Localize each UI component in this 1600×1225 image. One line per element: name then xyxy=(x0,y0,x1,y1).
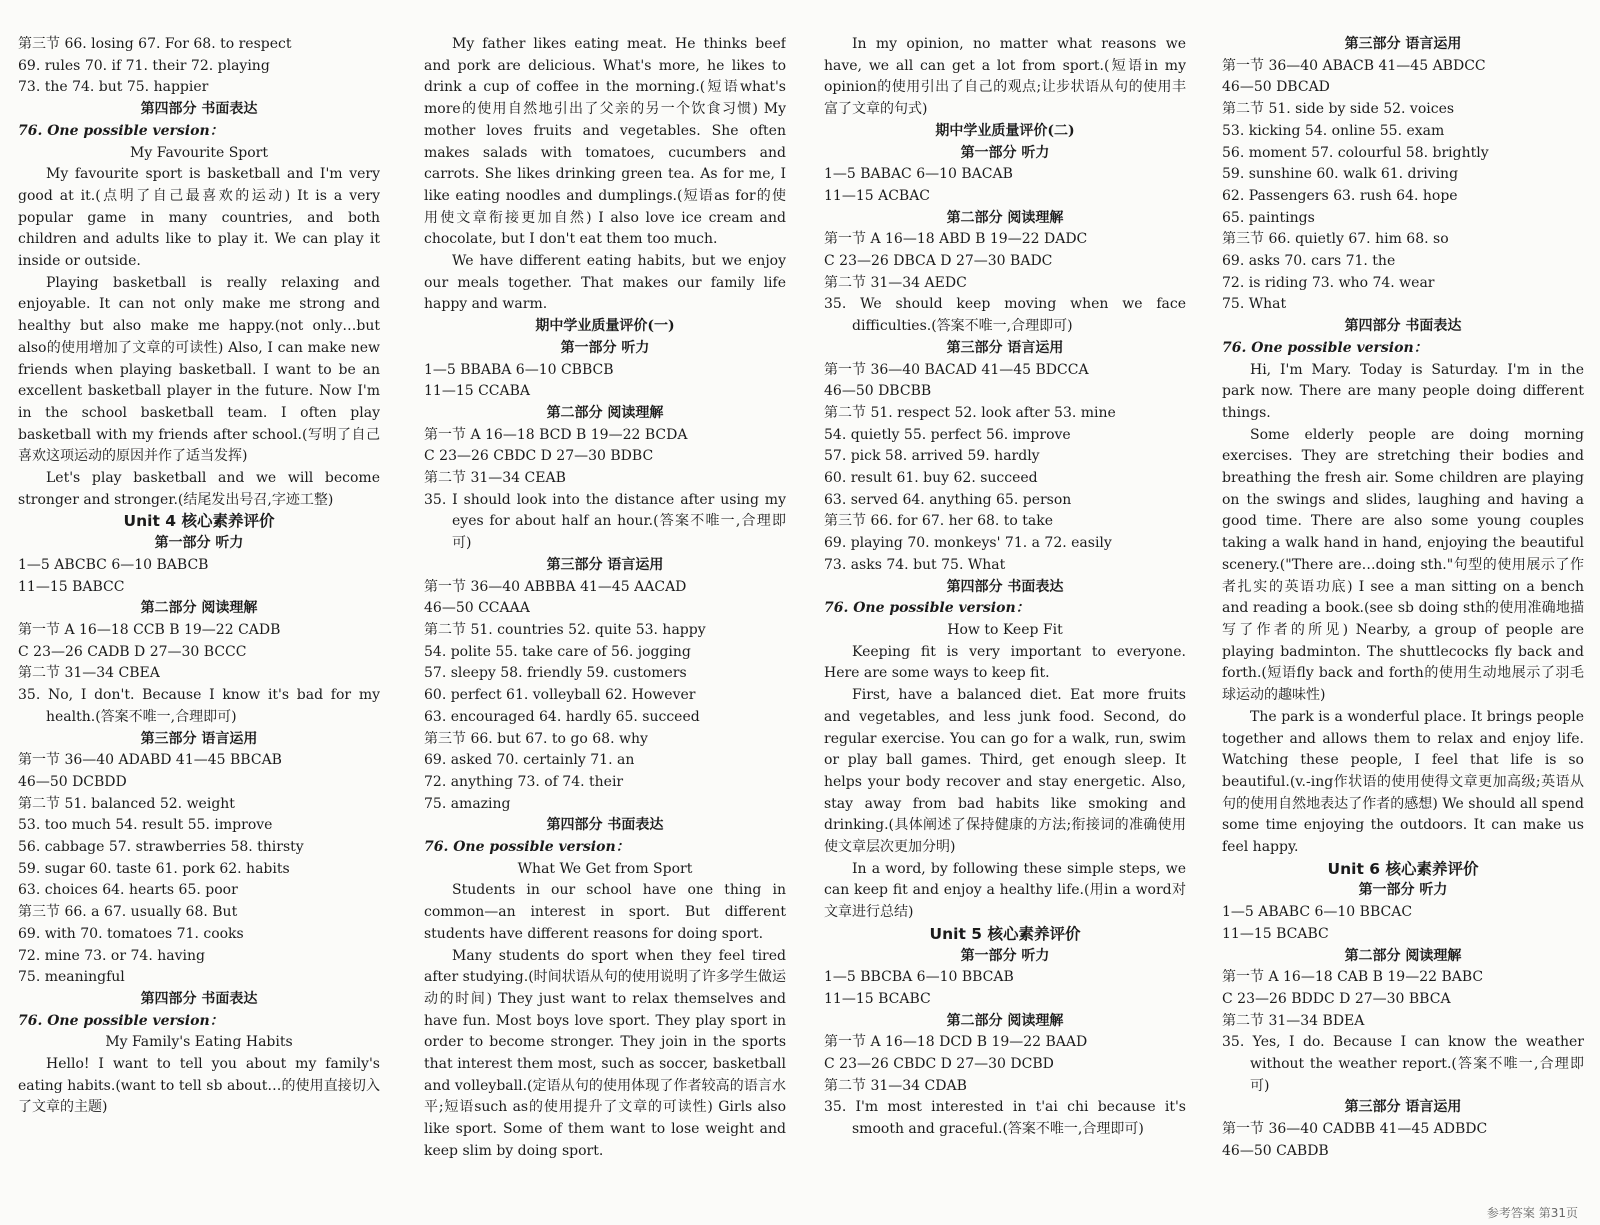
answer-line: 第二节 31—34 BDEA xyxy=(1222,1012,1365,1029)
section-heading: 第四部分 书面表达 xyxy=(140,990,258,1007)
version-label: 76. One possible version： xyxy=(424,839,630,856)
essay-title: What We Get from Sport xyxy=(517,860,693,877)
answer-line: 11—15 BABCC xyxy=(18,578,125,595)
answer-line: 第一节 36—40 CADBB 41—45 ADBDC xyxy=(1222,1121,1488,1138)
answer-line: C 23—26 CADB D 27—30 BCCC xyxy=(18,643,247,660)
answer-item: 35. We should keep moving when we face difficulties.(答案不唯一,合理即可) xyxy=(824,296,1186,335)
version-label: 76. One possible version： xyxy=(18,122,224,139)
answer-column-2 xyxy=(424,34,786,1211)
unit-heading: Unit 6 核心素养评价 xyxy=(1327,859,1479,878)
answer-line: 第二节 31—34 CEAB xyxy=(424,470,566,487)
essay-paragraph: In my opinion, no matter what reasons we have, we all can get a lot from sport.(短语in my opinion的使用引出了自己的观点;让步状语从句的使用丰富了文章的句式) xyxy=(824,36,1186,118)
answer-line: 第一节 36—40 ADABD 41—45 BBCAB xyxy=(18,752,282,769)
answer-line: 54. polite 55. take care of 56. jogging xyxy=(424,643,691,660)
answer-line: 75. What xyxy=(1222,296,1287,313)
answer-line: 69. playing 70. monkeys' 71. a 72. easily xyxy=(824,535,1112,552)
answer-line: 11—15 BCABC xyxy=(824,990,931,1007)
answer-line: C 23—26 CBDC D 27—30 DCBD xyxy=(824,1056,1054,1073)
answer-line: 59. sugar 60. taste 61. pork 62. habits xyxy=(18,860,290,877)
essay-paragraph: Students in our school have one thing in common—an interest in sport. But different students have different reasons for doing sport. xyxy=(424,882,786,942)
answer-line: 第二节 51. countries 52. quite 53. happy xyxy=(424,621,706,638)
answer-line: 75. meaningful xyxy=(18,969,125,986)
answer-line: 第一节 A 16—18 CCB B 19—22 CADB xyxy=(18,621,281,638)
essay-paragraph: Playing basketball is really relaxing and enjoyable. It can not only make me strong and healthy but also make me happy.(not only…but also的使用增加了文章的可读性) Also, I can make new friends when playing basketball. I want to be an excellent basketball player in the future. Now I'm in the school basketball team. I often play basketball with my friends after school.(写明了自己喜欢这项运动的原因并作了适当发挥) xyxy=(18,274,380,465)
essay-title: My Favourite Sport xyxy=(130,144,268,161)
answer-line: 63. served 64. anything 65. person xyxy=(824,491,1072,508)
answer-line: 72. anything 73. of 74. their xyxy=(424,773,624,790)
answer-column-4 xyxy=(1222,34,1584,1211)
essay-paragraph: First, have a balanced diet. Eat more fruits and vegetables, and less junk food. Second, do regular exercise. You can go for a walk, run, swim or play ball games. Third, get enough sleep. It helps your body recover and stay energetic. Also, stay away from bad habits like smoking and drinking.(具体阐述了保持健康的方法;衔接词的准确使用使文章层次更加分明) xyxy=(824,687,1186,856)
answer-item: 35. Yes, I do. Because I can know the weather without the weather report.(答案不唯一,合理即可) xyxy=(1222,1034,1584,1094)
answer-line: 第一节 A 16—18 ABD B 19—22 DADC xyxy=(824,231,1088,248)
answer-line: 第三节 66. quietly 67. him 68. so xyxy=(1222,231,1449,248)
section-heading: 第二部分 阅读理解 xyxy=(546,404,664,421)
essay-paragraph: Hi, I'm Mary. Today is Saturday. I'm in the park now. There are many people doing different things. xyxy=(1222,361,1584,421)
answer-line: 63. encouraged 64. hardly 65. succeed xyxy=(424,708,700,725)
answer-item: 35. I'm most interested in t'ai chi because it's smooth and graceful.(答案不唯一,合理即可) xyxy=(824,1099,1186,1138)
answer-line: 第一节 36—40 ABBBA 41—45 AACAD xyxy=(424,578,687,595)
unit-heading: Unit 5 核心素养评价 xyxy=(929,924,1081,943)
answer-line: 第二节 31—34 CBEA xyxy=(18,665,160,682)
answer-line: 46—50 DCBDD xyxy=(18,773,127,790)
essay-title: How to Keep Fit xyxy=(947,621,1063,638)
answer-line: 1—5 ABABC 6—10 BBCAC xyxy=(1222,904,1413,921)
section-heading: 第三部分 语言运用 xyxy=(946,339,1064,356)
section-heading: 第三部分 语言运用 xyxy=(1344,1099,1462,1116)
answer-line: 75. amazing xyxy=(424,795,511,812)
answer-line: 69. rules 70. if 71. their 72. playing xyxy=(18,57,270,74)
answer-line: 1—5 BBCBA 6—10 BBCAB xyxy=(824,969,1014,986)
answer-line: 第二节 51. side by side 52. voices xyxy=(1222,101,1455,118)
answer-line: 第三节 66. for 67. her 68. to take xyxy=(824,513,1054,530)
answer-line: 60. result 61. buy 62. succeed xyxy=(824,470,1038,487)
essay-paragraph: Hello! I want to tell you about my family's eating habits.(want to tell sb about…的使用直接切入了文章的主题) xyxy=(18,1056,380,1116)
answer-line: 72. is riding 73. who 74. wear xyxy=(1222,274,1435,291)
section-heading: 第一部分 听力 xyxy=(960,144,1050,161)
section-heading: 第三部分 语言运用 xyxy=(140,730,258,747)
answer-line: 第二节 51. balanced 52. weight xyxy=(18,795,235,812)
answer-line: 59. sunshine 60. walk 61. driving xyxy=(1222,166,1459,183)
answer-line: C 23—26 BDDC D 27—30 BBCA xyxy=(1222,990,1451,1007)
answer-line: 69. asked 70. certainly 71. an xyxy=(424,752,635,769)
answer-line: 72. mine 73. or 74. having xyxy=(18,947,205,964)
answer-line: 57. sleepy 58. friendly 59. customers xyxy=(424,665,687,682)
section-heading: 第四部分 书面表达 xyxy=(1344,318,1462,335)
answer-line: 第三节 66. but 67. to go 68. why xyxy=(424,730,648,747)
essay-paragraph: My favourite sport is basketball and I'm very good at it.(点明了自己最喜欢的运动) It is a very popular game in many countries, and both children and adults like to play it. We can play it inside or outside. xyxy=(18,166,380,270)
section-heading: 第二部分 阅读理解 xyxy=(946,1012,1064,1029)
answer-item: 35. I should look into the distance after using my eyes for about half an hour.(答案不唯一,合理即可) xyxy=(424,491,786,552)
answer-line: 11—15 ACBAC xyxy=(824,187,931,204)
section-heading: 第二部分 阅读理解 xyxy=(1344,947,1462,964)
essay-paragraph: Keeping fit is very important to everyone. Here are some ways to keep fit. xyxy=(824,643,1186,682)
answer-line: 第一节 A 16—18 DCD B 19—22 BAAD xyxy=(824,1034,1088,1051)
essay-paragraph: We have different eating habits, but we enjoy our meals together. That makes our family life happy and warm. xyxy=(424,253,786,313)
answer-line: 1—5 ABCBC 6—10 BABCB xyxy=(18,556,209,573)
section-heading: 第一部分 听力 xyxy=(1358,882,1448,899)
essay-paragraph: The park is a wonderful place. It brings people together and allows them to relax and enjoy life. Watching these people, I feel that life is so beautiful.(v.-ing作状语的使用使得文章更加高级;英语从句的使用自然地表达了作者的感想) We should all spend some time enjoying the outdoors. It can make us feel happy. xyxy=(1222,708,1584,856)
section-heading: 第一部分 听力 xyxy=(960,947,1050,964)
section-heading: 第四部分 书面表达 xyxy=(140,101,258,118)
essay-paragraph: In a word, by following these simple steps, we can keep fit and enjoy a healthy life.(用in a word对文章进行总结) xyxy=(824,860,1186,921)
answer-line: 62. Passengers 63. rush 64. hope xyxy=(1222,187,1458,204)
answer-line: 1—5 BBABA 6—10 CBBCB xyxy=(424,361,614,378)
answer-line: 56. moment 57. colourful 58. brightly xyxy=(1222,144,1489,161)
section-heading: 第一部分 听力 xyxy=(560,339,650,356)
answer-line: 46—50 DBCBB xyxy=(824,383,932,400)
version-label: 76. One possible version： xyxy=(1222,339,1428,356)
section-heading: 第四部分 书面表达 xyxy=(546,817,664,834)
answer-line: 69. asks 70. cars 71. the xyxy=(1222,253,1396,270)
section-heading: 第二部分 阅读理解 xyxy=(140,600,258,617)
answer-line: 60. perfect 61. volleyball 62. However xyxy=(424,687,696,704)
page-footer: 参考答案 第31页 xyxy=(1486,1206,1578,1220)
answer-line: 第一节 A 16—18 CAB B 19—22 BABC xyxy=(1222,969,1484,986)
answer-line: 54. quietly 55. perfect 56. improve xyxy=(824,426,1071,443)
answer-line: 第二节 31—34 CDAB xyxy=(824,1077,967,1094)
answer-line: 11—15 BCABC xyxy=(1222,925,1329,942)
answer-line: 第一节 36—40 ABACB 41—45 ABDCC xyxy=(1222,57,1486,74)
answer-line: 46—50 CABDB xyxy=(1222,1142,1329,1159)
version-label: 76. One possible version： xyxy=(824,600,1030,617)
section-heading: 第一部分 听力 xyxy=(154,535,244,552)
answer-line: 第三节 66. a 67. usually 68. But xyxy=(18,904,238,921)
answer-line: 53. too much 54. result 55. improve xyxy=(18,817,273,834)
answer-line: 73. the 74. but 75. happier xyxy=(18,79,209,96)
answer-line: 56. cabbage 57. strawberries 58. thirsty xyxy=(18,839,304,856)
answer-item: 35. No, I don't. Because I know it's bad for my health.(答案不唯一,合理即可) xyxy=(18,687,380,725)
section-heading: 第二部分 阅读理解 xyxy=(946,209,1064,226)
section-heading: 第三部分 语言运用 xyxy=(1344,36,1462,52)
answer-line: 第三节 66. losing 67. For 68. to respect xyxy=(18,36,292,52)
answer-line: C 23—26 CBDC D 27—30 BDBC xyxy=(424,448,654,465)
answer-line: 69. with 70. tomatoes 71. cooks xyxy=(18,925,244,942)
answer-line: 57. pick 58. arrived 59. hardly xyxy=(824,448,1040,465)
unit-heading: Unit 4 核心素养评价 xyxy=(123,512,275,531)
answer-line: 46—50 DBCAD xyxy=(1222,79,1330,96)
section-heading: 期中学业质量评价(一) xyxy=(535,318,675,335)
answer-line: 46—50 CCAAA xyxy=(424,600,530,617)
answer-column-3 xyxy=(824,34,1186,1211)
essay-paragraph: Some elderly people are doing morning exercises. They are stretching their bodies and breathing the fresh air. Some children are playing on the swings and slides, laughing and having a good time. There are also some young couples taking a walk hand in hand, enjoying the beautiful scenery.("There are…doing sth."句型的使用展示了作者扎实的英语功底) I see a man sitting on a bench and reading a book.(see sb doing sth的使用准确地描写了作者的所见) Nearby, a group of people are playing badminton. The shuttlecocks fly back and forth.(短语fly back and forth的使用生动地展示了羽毛球运动的趣味性) xyxy=(1222,426,1584,704)
answer-line: C 23—26 DBCA D 27—30 BADC xyxy=(824,253,1053,270)
answer-line: 第一节 A 16—18 BCD B 19—22 BCDA xyxy=(424,426,688,443)
answer-line: 第一节 36—40 BACAD 41—45 BDCCA xyxy=(824,361,1089,378)
section-heading: 第四部分 书面表达 xyxy=(946,578,1064,595)
answer-column-1 xyxy=(18,34,380,1211)
essay-paragraph: My father likes eating meat. He thinks beef and pork are delicious. What's more, he likes to drink a cup of coffee in the morning.(短语what's more的使用自然地引出了父亲的另一个饮食习惯) My mother loves fruits and vegetables. She often makes salads with tomatoes, cucumbers and carrots. She likes drinking green tea. As for me, I like eating noodles and dumplings.(短语as for的使用使文章衔接更加自然) I also love ice cream and chocolate, but I don't eat them too much. xyxy=(424,36,786,248)
answer-line: 第二节 31—34 AEDC xyxy=(824,274,967,291)
answer-line: 11—15 CCABA xyxy=(424,383,531,400)
section-heading: 期中学业质量评价(二) xyxy=(935,122,1075,139)
answer-line: 第二节 51. respect 52. look after 53. mine xyxy=(824,404,1116,421)
answer-line: 53. kicking 54. online 55. exam xyxy=(1222,122,1445,139)
answer-line: 73. asks 74. but 75. What xyxy=(824,556,1006,573)
answer-line: 65. paintings xyxy=(1222,209,1315,226)
essay-paragraph: Many students do sport when they feel tired after studying.(时间状语从句的使用说明了许多学生做运动的时间) They just want to relax themselves and have fun. Most boys love sport. They play sport in order to become stronger. They join in the sports that interest them most, such as soccer, basketball and volleyball.(定语从句的使用体现了作者较高的语言水平;短语such as的使用提升了文章的可读性) Girls also like sport. Some of them want to lose weight and keep slim by doing sport. xyxy=(424,947,786,1159)
essay-title: My Family's Eating Habits xyxy=(105,1034,293,1051)
essay-paragraph: Let's play basketball and we will become stronger and stronger.(结尾发出号召,字迹工整) xyxy=(18,470,380,508)
version-label: 76. One possible version： xyxy=(18,1012,224,1029)
answer-line: 1—5 BABAC 6—10 BACAB xyxy=(824,166,1013,183)
answer-line: 63. choices 64. hearts 65. poor xyxy=(18,882,238,899)
section-heading: 第三部分 语言运用 xyxy=(546,556,664,573)
